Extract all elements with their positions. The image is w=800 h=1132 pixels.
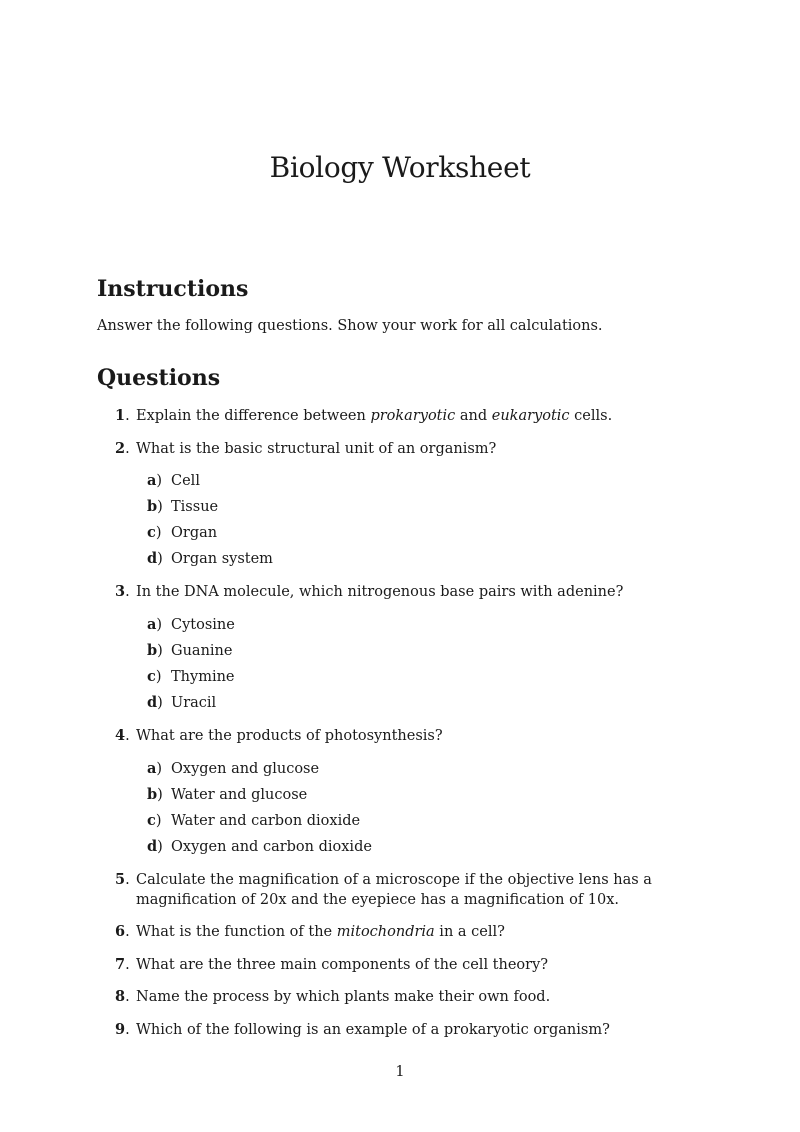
question-text: What are the products of photosynthesis? [136, 728, 443, 744]
option-4c: c) Water and carbon dioxide [147, 812, 361, 829]
question-number: 1. [115, 407, 130, 424]
question-9 [115, 1020, 715, 1040]
questions-heading: Questions [97, 365, 221, 391]
question-number: 2. [115, 440, 130, 457]
option-3a: a) Cytosine [147, 616, 235, 633]
question-5 [115, 870, 715, 910]
question-text: Which of the following is an example of a prokaryotic organism? [136, 1022, 610, 1038]
question-text: Calculate the magnification of a microscope if the objective lens has a magnification of 20x and the eyepiece has a magnification of 10x. [136, 872, 652, 908]
option-2d: d) Organ system [147, 550, 273, 567]
question-6 [115, 922, 715, 942]
option-3b: b) Guanine [147, 642, 233, 659]
question-1 [115, 406, 715, 426]
page-title: Biology Worksheet [269, 151, 531, 184]
option-2c: c) Organ [147, 524, 218, 541]
instructions-text: Answer the following questions. Show your work for all calculations. [97, 318, 603, 334]
question-4 [115, 726, 715, 746]
question-number: 4. [115, 727, 130, 744]
page-number: 1 [395, 1064, 405, 1080]
option-4a: a) Oxygen and glucose [147, 760, 320, 777]
question-text: What is the function of the mitochondria in a cell? [136, 924, 505, 940]
question-text: In the DNA molecule, which nitrogenous base pairs with adenine? [136, 584, 624, 600]
question-text: Explain the difference between prokaryotic and eukaryotic cells. [136, 408, 613, 424]
question-3 [115, 582, 715, 602]
question-number: 9. [115, 1021, 130, 1038]
option-4d: d) Oxygen and carbon dioxide [147, 838, 372, 855]
question-text: Name the process by which plants make their own food. [136, 989, 551, 1005]
question-8 [115, 987, 715, 1007]
option-2b: b) Tissue [147, 498, 219, 515]
question-number: 6. [115, 923, 130, 940]
question-2 [115, 439, 715, 459]
question-text: What are the three main components of the cell theory? [136, 957, 549, 973]
question-number: 7. [115, 956, 130, 973]
option-3c: c) Thymine [147, 668, 235, 685]
instructions-heading: Instructions [97, 276, 249, 302]
term-mitochondria: mitochondria [336, 924, 435, 940]
term-prokaryotic: prokaryotic [370, 408, 456, 424]
option-2a: a) Cell [147, 472, 200, 489]
question-number: 8. [115, 988, 130, 1005]
option-4b: b) Water and glucose [147, 786, 308, 803]
option-3d: d) Uracil [147, 694, 217, 711]
question-number: 5. [115, 871, 130, 888]
question-7 [115, 955, 715, 975]
question-number: 3. [115, 583, 130, 600]
question-text: What is the basic structural unit of an organism? [136, 441, 497, 457]
term-eukaryotic: eukaryotic [491, 408, 570, 424]
